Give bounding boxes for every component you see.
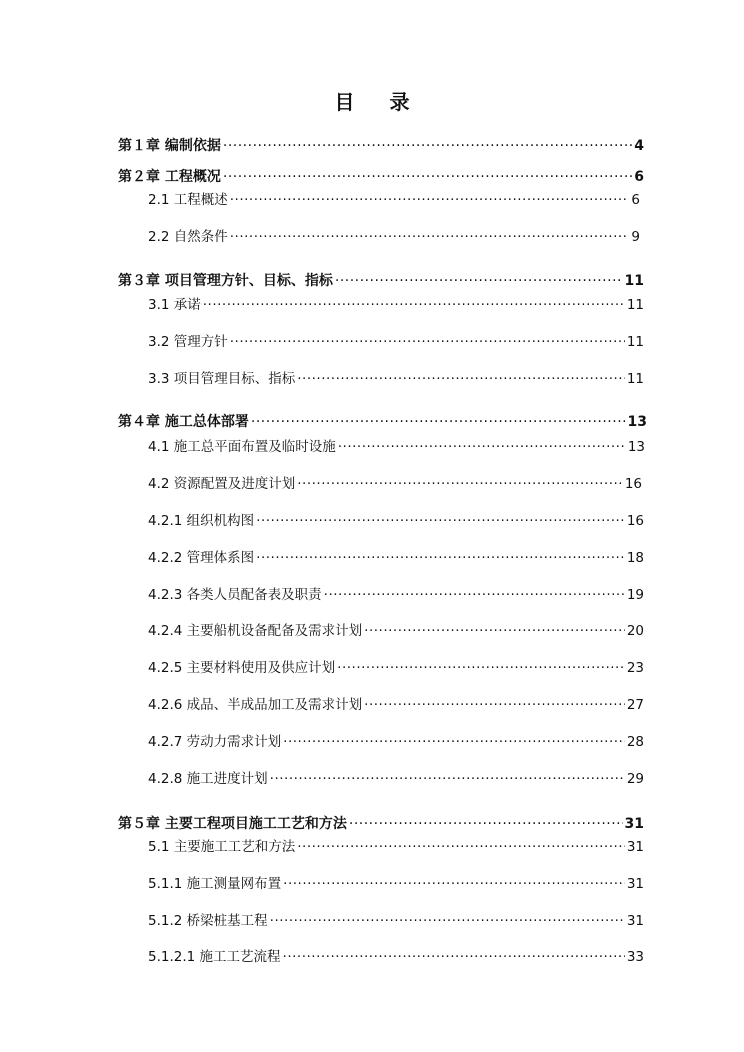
toc-entry-chapter-2[interactable] [118, 168, 644, 186]
toc-entry-label: 第２章 工程概况 [118, 169, 221, 185]
toc-entry-label: 5.1.2.1 施工工艺流程 [148, 949, 281, 965]
toc-leader-dots [364, 622, 625, 640]
toc-entry-chapter-5[interactable] [118, 815, 644, 833]
toc-entry-label: 4.2.6 成品、半成品加工及需求计划 [148, 697, 363, 713]
toc-entry-5-1-1[interactable] [148, 875, 644, 893]
toc-leader-dots [283, 948, 625, 966]
toc-entry-label: 4.2.7 劳动力需求计划 [148, 734, 282, 750]
toc-entry-page: 20 [626, 623, 644, 639]
toc-entry-page: 13 [627, 439, 645, 455]
toc-leader-dots [283, 875, 625, 893]
toc-leader-dots [230, 228, 630, 246]
toc-leader-dots [270, 912, 625, 930]
toc-leader-dots [297, 838, 625, 856]
toc-entry-4-2-1[interactable] [148, 512, 644, 530]
toc-entry-label: 4.2.3 各类人员配备表及职责 [148, 587, 322, 603]
toc-entry-4-2-8[interactable] [148, 770, 644, 788]
toc-leader-dots [230, 191, 630, 209]
toc-entry-4-2-4[interactable] [148, 622, 644, 640]
toc-leader-dots [223, 137, 632, 155]
toc-entry-page: 23 [626, 660, 644, 676]
toc-leader-dots [270, 770, 625, 788]
toc-entry-4-2[interactable] [148, 475, 642, 493]
toc-entry-page: 11 [626, 371, 644, 387]
toc-entry-4-2-2[interactable] [148, 549, 644, 567]
toc-entry-page: 31 [626, 876, 644, 892]
toc-entry-page: 19 [626, 587, 644, 603]
toc-entry-label: 3.2 管理方针 [148, 334, 228, 350]
toc-entry-label: 第５章 主要工程项目施工工艺和方法 [118, 816, 347, 832]
toc-entry-chapter-4[interactable] [118, 413, 647, 431]
toc-leader-dots [223, 168, 632, 186]
toc-entry-page: 33 [626, 949, 644, 965]
toc-leader-dots [349, 815, 623, 833]
toc-leader-dots [337, 659, 625, 677]
toc-entry-chapter-3[interactable] [118, 272, 644, 290]
toc-entry-4-1[interactable] [148, 438, 645, 456]
toc-entry-label: 5.1.1 施工测量网布置 [148, 876, 282, 892]
toc-entry-page: 11 [624, 273, 644, 289]
toc-title: 目 录 [334, 90, 424, 114]
toc-leader-dots [203, 296, 625, 314]
toc-entry-page: 16 [624, 476, 642, 492]
toc-entry-2-1[interactable] [148, 191, 640, 209]
toc-leader-dots [283, 733, 625, 751]
toc-entry-label: 4.2.5 主要材料使用及供应计划 [148, 660, 336, 676]
toc-entry-3-1[interactable] [148, 296, 644, 314]
toc-entry-page: 31 [626, 839, 644, 855]
toc-entry-label: 4.1 施工总平面布置及临时设施 [148, 439, 336, 455]
toc-entry-label: 4.2.1 组织机构图 [148, 513, 255, 529]
toc-leader-dots [297, 370, 625, 388]
toc-entry-label: 2.2 自然条件 [148, 229, 228, 245]
toc-entry-page: 28 [626, 734, 644, 750]
toc-entry-4-2-3[interactable] [148, 586, 644, 604]
toc-leader-dots [335, 272, 623, 290]
toc-leader-dots [230, 333, 625, 351]
toc-entry-label: 第４章 施工总体部署 [118, 414, 249, 430]
toc-entry-page: 6 [631, 192, 640, 208]
toc-entry-chapter-1[interactable] [118, 137, 644, 155]
toc-entry-4-2-7[interactable] [148, 733, 644, 751]
toc-entry-page: 18 [626, 550, 644, 566]
toc-entry-5-1[interactable] [148, 838, 644, 856]
toc-entry-3-2[interactable] [148, 333, 644, 351]
toc-entry-label: 4.2.2 管理体系图 [148, 550, 255, 566]
toc-entry-label: 4.2.4 主要船机设备配备及需求计划 [148, 623, 363, 639]
toc-entry-page: 13 [627, 414, 647, 430]
toc-entry-page: 11 [626, 334, 644, 350]
toc-entry-page: 9 [631, 229, 640, 245]
toc-entry-label: 2.1 工程概述 [148, 192, 228, 208]
toc-leader-dots [256, 549, 625, 567]
toc-entry-label: 5.1 主要施工工艺和方法 [148, 839, 296, 855]
toc-entry-page: 11 [626, 297, 644, 313]
toc-entry-page: 16 [626, 513, 644, 529]
toc-entry-4-2-5[interactable] [148, 659, 644, 677]
toc-leader-dots [297, 475, 623, 493]
toc-entry-page: 6 [634, 169, 644, 185]
toc-leader-dots [256, 512, 625, 530]
toc-leader-dots [364, 696, 625, 714]
toc-entry-label: 第３章 项目管理方针、目标、指标 [118, 273, 333, 289]
toc-entry-label: 4.2 资源配置及进度计划 [148, 476, 296, 492]
toc-entry-label: 4.2.8 施工进度计划 [148, 771, 268, 787]
toc-entry-label: 第１章 编制依据 [118, 138, 221, 154]
toc-entry-page: 31 [626, 913, 644, 929]
toc-entry-4-2-6[interactable] [148, 696, 644, 714]
toc-entry-page: 31 [624, 816, 644, 832]
toc-leader-dots [324, 586, 625, 604]
toc-entry-5-1-2-1[interactable] [148, 948, 644, 966]
toc-leader-dots [338, 438, 626, 456]
toc-entry-page: 4 [634, 138, 644, 154]
toc-entry-3-3[interactable] [148, 370, 644, 388]
toc-entry-5-1-2[interactable] [148, 912, 644, 930]
toc-entry-2-2[interactable] [148, 228, 640, 246]
toc-leader-dots [251, 413, 626, 431]
toc-entry-label: 3.3 项目管理目标、指标 [148, 371, 296, 387]
toc-entry-page: 29 [626, 771, 644, 787]
toc-entry-page: 27 [626, 697, 644, 713]
toc-entry-label: 5.1.2 桥梁桩基工程 [148, 913, 268, 929]
toc-entry-label: 3.1 承诺 [148, 297, 201, 313]
